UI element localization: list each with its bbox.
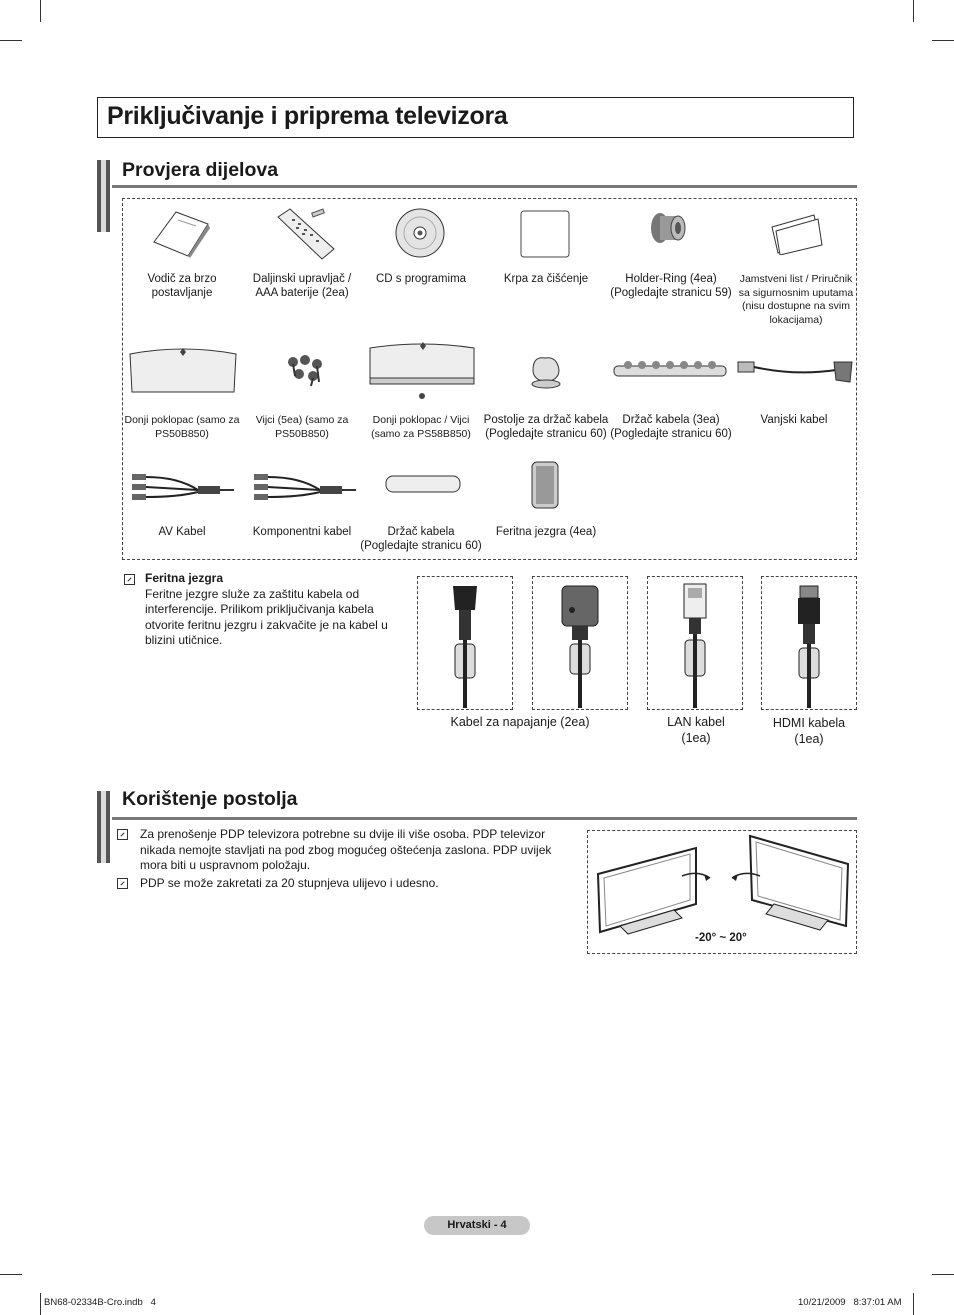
power-adapter-plug-icon — [558, 582, 602, 708]
ferrite-note — [145, 571, 395, 649]
remote-control-icon — [272, 203, 338, 263]
crop-mark — [913, 1293, 914, 1315]
cable-holder-icon — [384, 472, 462, 496]
page-title: Priključivanje i priprema televizora — [97, 97, 854, 138]
crop-mark — [40, 0, 41, 22]
screws-icon — [283, 352, 331, 388]
crop-mark — [0, 1274, 22, 1275]
section-title-parts: Provjera dijelova — [122, 159, 279, 181]
warranty-card-icon — [768, 211, 824, 255]
part-label: Držač kabela (3ea) (Pogledajte stranicu 60) — [610, 414, 732, 440]
section-title-stand: Korištenje postolja — [122, 788, 298, 810]
part-label: Vijci (5ea) (samo za PS50B850) — [255, 414, 349, 440]
hdmi-plug-icon — [790, 582, 828, 708]
crop-mark — [932, 40, 954, 41]
component-cable-icon — [250, 466, 360, 508]
lan-cable-label: LAN kabel (1ea) — [667, 715, 725, 745]
part-label: Krpa za čišćenje — [503, 273, 589, 285]
ferrite-note-title: Feritna jezgra — [145, 571, 224, 585]
part-label: Feritna jezgra (4ea) — [495, 526, 597, 538]
part-label: Vodič za brzo postavljanje — [147, 273, 217, 299]
crop-mark — [0, 40, 22, 41]
scart-cable-icon — [736, 356, 854, 384]
stand-note-1: Za prenošenje PDP televizora potrebne su dvije ili više osoba. PDP televizor nikada nemojte stavljati na pod zbog mogućeg oštećenja zaslona. PDP uvijek mora biti u uspravnom položaju. — [140, 827, 552, 872]
manual-icon — [148, 206, 214, 258]
part-label: Donji poklopac / Vijci (samo za PS58B850) — [371, 414, 471, 440]
part-label: Donji poklopac (samo za PS50B850) — [124, 414, 240, 440]
power-cable-label: Kabel za napajanje (2ea) — [450, 715, 590, 729]
part-label: Vanjski kabel — [760, 414, 828, 426]
hdmi-cable-label: HDMI kabela (1ea) — [772, 716, 846, 746]
tv-rotation-illustration — [592, 834, 854, 938]
part-label: CD s programima — [375, 273, 467, 285]
part-label: Komponentni kabel — [252, 526, 352, 538]
ferrite-core-icon — [528, 458, 562, 512]
lan-plug-icon — [676, 580, 714, 708]
section-marker — [97, 160, 110, 232]
rotation-label: -20° ~ 20° — [695, 932, 747, 944]
note-icon — [124, 574, 135, 585]
part-label: Jamstveni list / Priručnik sa sigurnosnim uputama (nisu dostupne na svim lokacijama) — [738, 273, 854, 326]
bottom-cover-screws-icon — [366, 340, 478, 402]
print-file-name: BN68-02334B-Cro.indb 4 — [44, 1297, 156, 1308]
part-label: Držač kabela (Pogledajte stranicu 60) — [360, 526, 482, 552]
section-rule — [112, 817, 857, 820]
holder-ring-icon — [648, 210, 688, 246]
section-rule — [112, 185, 857, 188]
page-number-badge: Hrvatski - 4 — [424, 1216, 530, 1235]
note-icon — [117, 829, 128, 840]
power-plug-icon — [445, 582, 485, 708]
part-label: Holder-Ring (4ea) (Pogledajte stranicu 59) — [610, 273, 732, 299]
note-icon — [117, 878, 128, 889]
print-timestamp: 10/21/2009 8:37:01 AM — [798, 1297, 902, 1308]
part-label: Postolje za držač kabela (Pogledajte stranicu 60) — [483, 414, 609, 440]
crop-mark — [40, 1293, 41, 1315]
ferrite-note-text: Feritne jezgre služe za zaštitu kabela od interferencije. Prilikom priključivanja kabela otvorite feritnu jezgru i zakvačite je na kabel u blizini utičnice. — [145, 586, 388, 647]
crop-mark — [913, 0, 914, 22]
cable-tie-icon — [612, 356, 730, 384]
bottom-cover-icon — [128, 344, 238, 396]
crop-mark — [932, 1274, 954, 1275]
av-cable-icon — [128, 466, 238, 508]
stand-note-2: PDP se može zakretati za 20 stupnjeva ulijevo i udesno. — [140, 876, 439, 890]
section-marker — [97, 791, 110, 863]
cable-holder-stand-icon — [527, 352, 565, 390]
part-label: Daljinski upravljač / AAA baterije (2ea) — [252, 273, 352, 299]
cd-icon — [394, 207, 446, 259]
part-label: AV Kabel — [158, 526, 206, 538]
cleaning-cloth-icon — [518, 209, 572, 259]
